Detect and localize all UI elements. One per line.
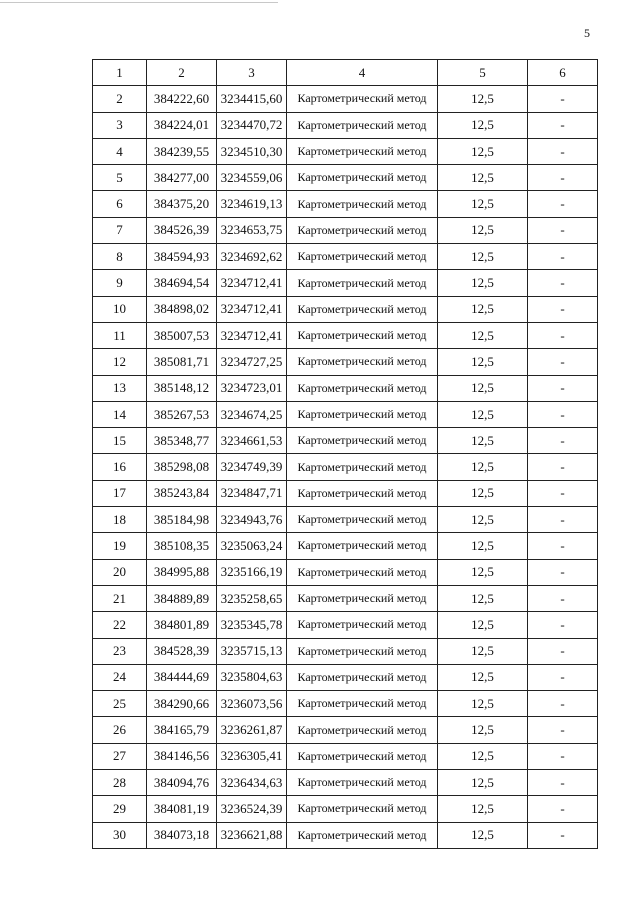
x-coordinate-cell: 384239,55 xyxy=(147,138,217,164)
accuracy-cell: 12,5 xyxy=(438,322,528,348)
point-number-cell: 25 xyxy=(93,691,147,717)
y-coordinate-cell: 3234712,41 xyxy=(217,270,287,296)
table-row xyxy=(93,296,598,322)
method-cell: Картометрический метод xyxy=(287,480,438,506)
x-coordinate-cell: 384694,54 xyxy=(147,270,217,296)
table-row xyxy=(93,770,598,796)
method-cell: Картометрический метод xyxy=(287,770,438,796)
column-header: 1 xyxy=(93,60,147,86)
method-cell: Картометрический метод xyxy=(287,165,438,191)
y-coordinate-cell: 3236434,63 xyxy=(217,770,287,796)
description-cell: - xyxy=(528,664,598,690)
y-coordinate-cell: 3236524,39 xyxy=(217,796,287,822)
description-cell: - xyxy=(528,585,598,611)
y-coordinate-cell: 3234847,71 xyxy=(217,480,287,506)
point-number-cell: 20 xyxy=(93,559,147,585)
accuracy-cell: 12,5 xyxy=(438,638,528,664)
table-row xyxy=(93,244,598,270)
method-cell: Картометрический метод xyxy=(287,138,438,164)
description-cell: - xyxy=(528,322,598,348)
x-coordinate-cell: 384889,89 xyxy=(147,585,217,611)
table-row xyxy=(93,822,598,848)
y-coordinate-cell: 3235804,63 xyxy=(217,664,287,690)
point-number-cell: 29 xyxy=(93,796,147,822)
description-cell: - xyxy=(528,533,598,559)
accuracy-cell: 12,5 xyxy=(438,270,528,296)
point-number-cell: 4 xyxy=(93,138,147,164)
point-number-cell: 8 xyxy=(93,244,147,270)
x-coordinate-cell: 385148,12 xyxy=(147,375,217,401)
column-header: 5 xyxy=(438,60,528,86)
method-cell: Картометрический метод xyxy=(287,349,438,375)
description-cell: - xyxy=(528,559,598,585)
x-coordinate-cell: 384898,02 xyxy=(147,296,217,322)
description-cell: - xyxy=(528,375,598,401)
description-cell: - xyxy=(528,822,598,848)
table-row xyxy=(93,612,598,638)
point-number-cell: 5 xyxy=(93,165,147,191)
y-coordinate-cell: 3234415,60 xyxy=(217,86,287,112)
point-number-cell: 12 xyxy=(93,349,147,375)
y-coordinate-cell: 3234749,39 xyxy=(217,454,287,480)
method-cell: Картометрический метод xyxy=(287,664,438,690)
description-cell: - xyxy=(528,401,598,427)
y-coordinate-cell: 3234674,25 xyxy=(217,401,287,427)
y-coordinate-cell: 3234712,41 xyxy=(217,296,287,322)
accuracy-cell: 12,5 xyxy=(438,822,528,848)
x-coordinate-cell: 384995,88 xyxy=(147,559,217,585)
accuracy-cell: 12,5 xyxy=(438,770,528,796)
point-number-cell: 7 xyxy=(93,217,147,243)
y-coordinate-cell: 3234619,13 xyxy=(217,191,287,217)
accuracy-cell: 12,5 xyxy=(438,112,528,138)
table-row xyxy=(93,559,598,585)
point-number-cell: 30 xyxy=(93,822,147,848)
accuracy-cell: 12,5 xyxy=(438,428,528,454)
description-cell: - xyxy=(528,296,598,322)
x-coordinate-cell: 385081,71 xyxy=(147,349,217,375)
method-cell: Картометрический метод xyxy=(287,612,438,638)
method-cell: Картометрический метод xyxy=(287,401,438,427)
y-coordinate-cell: 3235258,65 xyxy=(217,585,287,611)
table-row xyxy=(93,428,598,454)
point-number-cell: 15 xyxy=(93,428,147,454)
table-body xyxy=(93,86,598,849)
method-cell: Картометрический метод xyxy=(287,533,438,559)
accuracy-cell: 12,5 xyxy=(438,533,528,559)
table-row xyxy=(93,349,598,375)
page-number: 5 xyxy=(584,26,590,40)
y-coordinate-cell: 3234559,06 xyxy=(217,165,287,191)
table-row xyxy=(93,664,598,690)
method-cell: Картометрический метод xyxy=(287,375,438,401)
y-coordinate-cell: 3236073,56 xyxy=(217,691,287,717)
accuracy-cell: 12,5 xyxy=(438,480,528,506)
y-coordinate-cell: 3234692,62 xyxy=(217,244,287,270)
method-cell: Картометрический метод xyxy=(287,691,438,717)
point-number-cell: 28 xyxy=(93,770,147,796)
method-cell: Картометрический метод xyxy=(287,507,438,533)
description-cell: - xyxy=(528,428,598,454)
table-row xyxy=(93,86,598,112)
method-cell: Картометрический метод xyxy=(287,743,438,769)
table-row xyxy=(93,322,598,348)
accuracy-cell: 12,5 xyxy=(438,585,528,611)
coordinates-table xyxy=(92,59,598,849)
point-number-cell: 14 xyxy=(93,401,147,427)
method-cell: Картометрический метод xyxy=(287,296,438,322)
top-rule xyxy=(0,2,278,3)
point-number-cell: 18 xyxy=(93,507,147,533)
method-cell: Картометрический метод xyxy=(287,428,438,454)
x-coordinate-cell: 384073,18 xyxy=(147,822,217,848)
description-cell: - xyxy=(528,217,598,243)
accuracy-cell: 12,5 xyxy=(438,664,528,690)
accuracy-cell: 12,5 xyxy=(438,401,528,427)
method-cell: Картометрический метод xyxy=(287,585,438,611)
point-number-cell: 19 xyxy=(93,533,147,559)
x-coordinate-cell: 384094,76 xyxy=(147,770,217,796)
y-coordinate-cell: 3235166,19 xyxy=(217,559,287,585)
x-coordinate-cell: 384165,79 xyxy=(147,717,217,743)
x-coordinate-cell: 384277,00 xyxy=(147,165,217,191)
description-cell: - xyxy=(528,480,598,506)
accuracy-cell: 12,5 xyxy=(438,296,528,322)
x-coordinate-cell: 384444,69 xyxy=(147,664,217,690)
y-coordinate-cell: 3236261,87 xyxy=(217,717,287,743)
accuracy-cell: 12,5 xyxy=(438,717,528,743)
point-number-cell: 16 xyxy=(93,454,147,480)
accuracy-cell: 12,5 xyxy=(438,454,528,480)
method-cell: Картометрический метод xyxy=(287,638,438,664)
accuracy-cell: 12,5 xyxy=(438,86,528,112)
x-coordinate-cell: 384526,39 xyxy=(147,217,217,243)
y-coordinate-cell: 3235715,13 xyxy=(217,638,287,664)
description-cell: - xyxy=(528,638,598,664)
method-cell: Картометрический метод xyxy=(287,244,438,270)
table-row xyxy=(93,454,598,480)
table-row xyxy=(93,691,598,717)
description-cell: - xyxy=(528,191,598,217)
method-cell: Картометрический метод xyxy=(287,454,438,480)
description-cell: - xyxy=(528,691,598,717)
table-row xyxy=(93,217,598,243)
method-cell: Картометрический метод xyxy=(287,796,438,822)
description-cell: - xyxy=(528,796,598,822)
point-number-cell: 17 xyxy=(93,480,147,506)
method-cell: Картометрический метод xyxy=(287,559,438,585)
y-coordinate-cell: 3234723,01 xyxy=(217,375,287,401)
accuracy-cell: 12,5 xyxy=(438,349,528,375)
point-number-cell: 23 xyxy=(93,638,147,664)
point-number-cell: 26 xyxy=(93,717,147,743)
table-row xyxy=(93,112,598,138)
accuracy-cell: 12,5 xyxy=(438,507,528,533)
description-cell: - xyxy=(528,165,598,191)
x-coordinate-cell: 384146,56 xyxy=(147,743,217,769)
description-cell: - xyxy=(528,86,598,112)
table-header xyxy=(93,60,598,86)
table-row xyxy=(93,796,598,822)
accuracy-cell: 12,5 xyxy=(438,217,528,243)
description-cell: - xyxy=(528,244,598,270)
method-cell: Картометрический метод xyxy=(287,191,438,217)
table-row xyxy=(93,507,598,533)
column-header: 2 xyxy=(147,60,217,86)
x-coordinate-cell: 385184,98 xyxy=(147,507,217,533)
description-cell: - xyxy=(528,454,598,480)
table-row xyxy=(93,191,598,217)
table-row xyxy=(93,138,598,164)
accuracy-cell: 12,5 xyxy=(438,796,528,822)
x-coordinate-cell: 384594,93 xyxy=(147,244,217,270)
method-cell: Картометрический метод xyxy=(287,217,438,243)
point-number-cell: 10 xyxy=(93,296,147,322)
method-cell: Картометрический метод xyxy=(287,86,438,112)
point-number-cell: 9 xyxy=(93,270,147,296)
y-coordinate-cell: 3234653,75 xyxy=(217,217,287,243)
point-number-cell: 3 xyxy=(93,112,147,138)
point-number-cell: 21 xyxy=(93,585,147,611)
method-cell: Картометрический метод xyxy=(287,112,438,138)
accuracy-cell: 12,5 xyxy=(438,559,528,585)
table-row xyxy=(93,533,598,559)
x-coordinate-cell: 385243,84 xyxy=(147,480,217,506)
x-coordinate-cell: 385348,77 xyxy=(147,428,217,454)
description-cell: - xyxy=(528,112,598,138)
method-cell: Картометрический метод xyxy=(287,717,438,743)
y-coordinate-cell: 3234727,25 xyxy=(217,349,287,375)
y-coordinate-cell: 3236621,88 xyxy=(217,822,287,848)
description-cell: - xyxy=(528,770,598,796)
point-number-cell: 27 xyxy=(93,743,147,769)
x-coordinate-cell: 384222,60 xyxy=(147,86,217,112)
x-coordinate-cell: 385298,08 xyxy=(147,454,217,480)
table-row xyxy=(93,638,598,664)
x-coordinate-cell: 384528,39 xyxy=(147,638,217,664)
accuracy-cell: 12,5 xyxy=(438,375,528,401)
method-cell: Картометрический метод xyxy=(287,822,438,848)
point-number-cell: 24 xyxy=(93,664,147,690)
table-row xyxy=(93,165,598,191)
table-row xyxy=(93,743,598,769)
column-header: 4 xyxy=(287,60,438,86)
table-row xyxy=(93,270,598,296)
y-coordinate-cell: 3234661,53 xyxy=(217,428,287,454)
table-row xyxy=(93,480,598,506)
y-coordinate-cell: 3234712,41 xyxy=(217,322,287,348)
description-cell: - xyxy=(528,717,598,743)
accuracy-cell: 12,5 xyxy=(438,691,528,717)
point-number-cell: 11 xyxy=(93,322,147,348)
description-cell: - xyxy=(528,270,598,296)
accuracy-cell: 12,5 xyxy=(438,138,528,164)
x-coordinate-cell: 385108,35 xyxy=(147,533,217,559)
description-cell: - xyxy=(528,349,598,375)
method-cell: Картометрический метод xyxy=(287,322,438,348)
y-coordinate-cell: 3236305,41 xyxy=(217,743,287,769)
accuracy-cell: 12,5 xyxy=(438,165,528,191)
x-coordinate-cell: 384290,66 xyxy=(147,691,217,717)
description-cell: - xyxy=(528,612,598,638)
y-coordinate-cell: 3234510,30 xyxy=(217,138,287,164)
column-header: 6 xyxy=(528,60,598,86)
y-coordinate-cell: 3235345,78 xyxy=(217,612,287,638)
point-number-cell: 13 xyxy=(93,375,147,401)
x-coordinate-cell: 384801,89 xyxy=(147,612,217,638)
description-cell: - xyxy=(528,743,598,769)
x-coordinate-cell: 384224,01 xyxy=(147,112,217,138)
description-cell: - xyxy=(528,138,598,164)
point-number-cell: 2 xyxy=(93,86,147,112)
x-coordinate-cell: 384081,19 xyxy=(147,796,217,822)
accuracy-cell: 12,5 xyxy=(438,191,528,217)
description-cell: - xyxy=(528,507,598,533)
table-row xyxy=(93,375,598,401)
table-row xyxy=(93,585,598,611)
x-coordinate-cell: 384375,20 xyxy=(147,191,217,217)
y-coordinate-cell: 3234943,76 xyxy=(217,507,287,533)
accuracy-cell: 12,5 xyxy=(438,612,528,638)
point-number-cell: 6 xyxy=(93,191,147,217)
accuracy-cell: 12,5 xyxy=(438,743,528,769)
x-coordinate-cell: 385007,53 xyxy=(147,322,217,348)
table-row xyxy=(93,717,598,743)
column-header: 3 xyxy=(217,60,287,86)
x-coordinate-cell: 385267,53 xyxy=(147,401,217,427)
y-coordinate-cell: 3234470,72 xyxy=(217,112,287,138)
accuracy-cell: 12,5 xyxy=(438,244,528,270)
table-row xyxy=(93,401,598,427)
y-coordinate-cell: 3235063,24 xyxy=(217,533,287,559)
method-cell: Картометрический метод xyxy=(287,270,438,296)
table-header-row xyxy=(93,60,598,86)
point-number-cell: 22 xyxy=(93,612,147,638)
